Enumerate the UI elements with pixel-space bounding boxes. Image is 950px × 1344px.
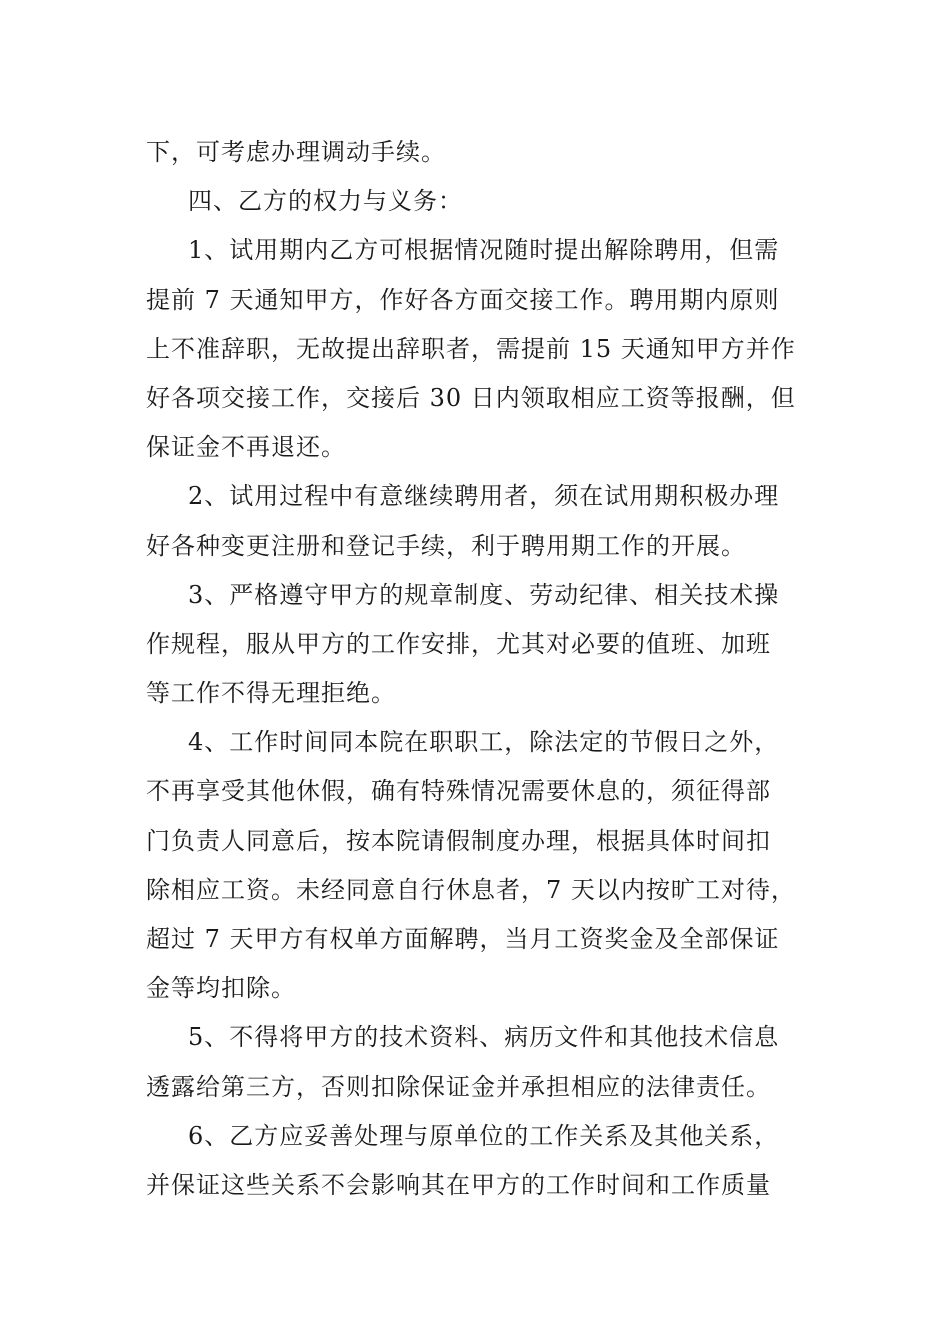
clause-1-line: 提前 7 天通知甲方，作好各方面交接工作。聘用期内原则 (146, 285, 780, 314)
clause-4-line: 门负责人同意后，按本院请假制度办理，根据具体时间扣 (146, 826, 771, 855)
clause-1-line: 1、试用期内乙方可根据情况随时提出解除聘用，但需 (188, 236, 780, 265)
clause-4-line: 不再享受其他休假，确有特殊情况需要休息的，须征得部 (146, 777, 771, 806)
section-heading: 四、乙方的权力与义务： (188, 187, 463, 216)
clause-2-line: 2、试用过程中有意继续聘用者，须在试用期积极办理 (188, 482, 780, 511)
clause-4-line: 除相应工资。未经同意自行休息者，7 天以内按旷工对待， (146, 875, 796, 904)
clause-6-line: 6、乙方应妥善处理与原单位的工作关系及其他关系， (188, 1121, 780, 1150)
clause-3-line: 作规程，服从甲方的工作安排，尤其对必要的值班、加班 (146, 629, 771, 658)
clause-1-line: 保证金不再退还。 (146, 433, 346, 462)
clause-4-line: 金等均扣除。 (146, 974, 296, 1003)
text-line: 下，可考虑办理调动手续。 (146, 138, 446, 166)
clause-4-line: 超过 7 天甲方有权单方面解聘，当月工资奖金及全部保证 (146, 925, 780, 953)
clause-6-line: 并保证这些关系不会影响其在甲方的工作时间和工作质量 (146, 1170, 771, 1199)
clause-4-line: 4、工作时间同本院在职职工，除法定的节假日之外， (188, 728, 780, 757)
clause-1-line: 上不准辞职，无故提出辞职者，需提前 15 天通知甲方并作 (146, 334, 796, 363)
clause-3-line: 等工作不得无理拒绝。 (146, 679, 396, 708)
clause-1-line: 好各项交接工作，交接后 30 日内领取相应工资等报酬，但 (146, 383, 796, 412)
clause-5-line: 5、不得将甲方的技术资料、病历文件和其他技术信息 (188, 1023, 780, 1052)
contract-text-block (146, 128, 808, 1210)
clause-2-line: 好各种变更注册和登记手续，利于聘用期工作的开展。 (146, 531, 746, 560)
clause-3-line: 3、严格遵守甲方的规章制度、劳动纪律、相关技术操 (188, 580, 780, 609)
clause-5-line: 透露给第三方，否则扣除保证金并承担相应的法律责任。 (146, 1072, 771, 1101)
